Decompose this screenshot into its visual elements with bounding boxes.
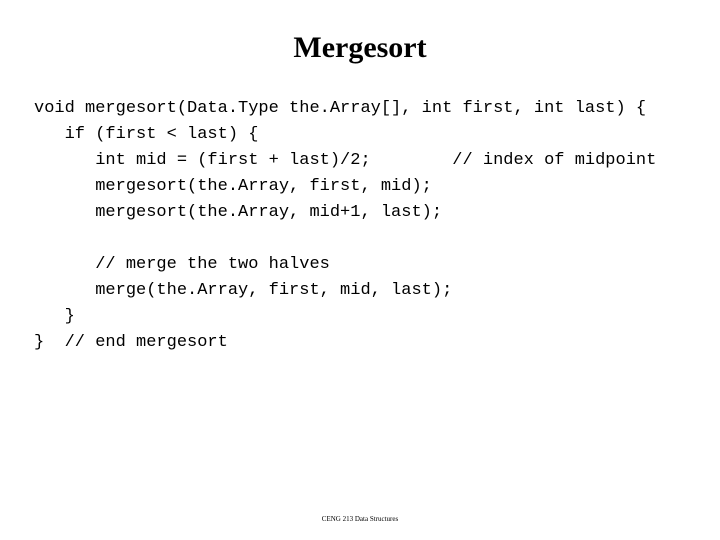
code-line-blank (34, 226, 656, 252)
code-line-mid-calculation: int mid = (first + last)/2; // index of midpoint (34, 151, 657, 170)
code-line-function-close: } // end mergesort (34, 333, 228, 352)
code-block (34, 96, 656, 356)
code-line-merge-call: merge(the.Array, first, mid, last); (34, 281, 453, 300)
code-line-recursive-call-left: mergesort(the.Array, first, mid); (34, 177, 432, 196)
code-line-recursive-call-right: mergesort(the.Array, mid+1, last); (34, 203, 443, 222)
code-line-function-signature: void mergesort(Data.Type the.Array[], int first, int last) { (34, 99, 647, 118)
slide-footer: CENG 213 Data Structures (321, 515, 399, 523)
code-line-if-condition: if (first < last) { (34, 125, 259, 144)
slide-title: Mergesort (293, 31, 427, 64)
code-line-if-close: } (34, 307, 75, 326)
code-line-merge-comment: // merge the two halves (34, 255, 330, 274)
